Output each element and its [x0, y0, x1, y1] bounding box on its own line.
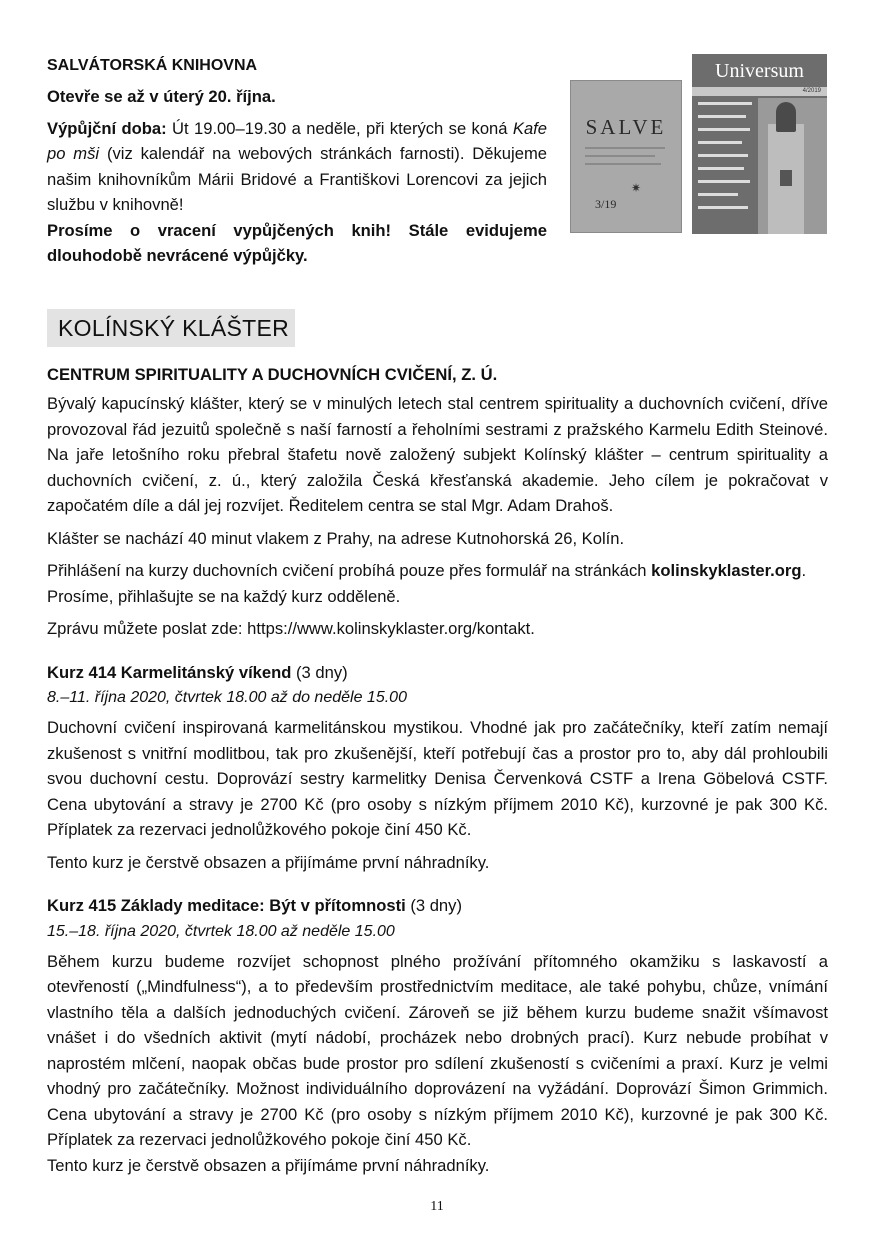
course-note: Tento kurz je čerstvě obsazen a přijímáme první náhradníky. — [47, 852, 490, 872]
church-spire-photo — [776, 102, 796, 132]
salve-cover-image — [570, 80, 682, 233]
hours-text-1: Út 19.00–19.30 a neděle, při kterých se koná — [166, 118, 513, 138]
course-title-line — [47, 893, 828, 919]
course-title: Kurz 415 Základy meditace: Být v přítomnosti — [47, 896, 406, 915]
star-ornament-icon: ✷ — [631, 181, 642, 195]
universum-cover-image — [692, 54, 827, 234]
course-title: Kurz 414 Karmelitánský víkend — [47, 662, 292, 682]
salve-cover-issue: 3/19 — [595, 197, 617, 211]
course-414 — [47, 660, 828, 876]
cover-line — [585, 155, 655, 157]
salve-cover-title: SALVE — [585, 115, 667, 139]
library-reopen: Otevře se až v úterý 20. října. — [47, 87, 276, 106]
section-title: KOLÍNSKÝ KLÁŠTER — [58, 315, 290, 341]
hours-label: Výpůjční doba: — [47, 118, 167, 138]
course-date: 8.–11. října 2020, čtvrtek 18.00 až do neděle 15.00 — [47, 689, 407, 706]
main-content — [47, 362, 828, 1178]
centre-para-3 — [47, 558, 828, 609]
centre-para-1: Bývalý kapucínský klášter, který se v minulých letech stal centrem spirituality a duchovních cvičení, dříve provozoval řád jezuitů společně s naší farností a řeholními sestrami z pražského Karmelu Edith Steinové. Na jaře letošního roku přebral štafetu nově založený subjekt Kolínský klášter – centrum spirituality a duchovních cvičení, z. ú., který založila Česká křesťanská akademie. Jeho cílem je pokračovat v započatém díle a dál jej rozvíjet. Ředitelem centra se stal Mgr. Adam Drahoš. — [47, 394, 828, 515]
course-duration: (3 dny) — [405, 896, 462, 915]
centre-heading: CENTRUM SPIRITUALITY A DUCHOVNÍCH CVIČENÍ, Z. Ú. — [47, 365, 498, 384]
library-notice — [47, 54, 547, 269]
centre-para-4: Zprávu můžete poslat zde: https://www.kolinskyklaster.org/kontakt. — [47, 619, 535, 638]
para3-text-b: . Prosíme, přihlašujte se na každý kurz odděleně. — [47, 561, 807, 606]
para3-text-a: Přihlášení na kurzy duchovních cvičení probíhá pouze přes formulář na stránkách — [47, 561, 652, 580]
course-note: Tento kurz je čerstvě obsazen a přijímáme první náhradníky. — [47, 1155, 490, 1175]
library-hours — [47, 116, 547, 218]
page-number: 11 — [430, 1199, 444, 1214]
registration-link[interactable]: kolinskyklaster.org — [651, 561, 802, 580]
course-title-line — [47, 660, 828, 686]
universum-cover-issue: 4/2019 — [802, 88, 821, 94]
hours-text-2: (viz kalendář na webových stránkách farnosti). Děkujeme našim knihovníkům Márii Bridové a Františkovi Lorencovi za jejich službu v knihovně! — [47, 144, 547, 214]
course-415 — [47, 893, 828, 1178]
cover-line — [585, 147, 665, 149]
library-title: SALVÁTORSKÁ KNIHOVNA — [47, 57, 258, 74]
centre-para-2: Klášter se nachází 40 minut vlakem z Prahy, na adrese Kutnohorská 26, Kolín. — [47, 528, 625, 548]
tower-window — [780, 170, 792, 186]
cover-contents-column — [698, 102, 756, 219]
course-body: Duchovní cvičení inspirovaná karmelitánskou mystikou. Vhodné jak pro začátečníky, kteří zatím nemají zkušenost s vnitřní modlitbou, tak pro zkušenější, kteří potřebují čas a prostor pro to, aby dál prohloubili svou duchovní cestu. Doprovází sestry karmelitky Denisa Červenková CSTF a Irena Göbelová CSTF. Cena ubytování a stravy je 2700 Kč (pro osoby s nízkým příjmem 2010 Kč), kurzovné je pak 300 Kč. Příplatek za rezervaci jednolůžkového pokoje činí 450 Kč. — [47, 718, 828, 839]
universum-cover-title: Universum — [715, 60, 804, 82]
course-date: 15.–18. října 2020, čtvrtek 18.00 až neděle 15.00 — [47, 922, 395, 940]
library-request: Prosíme o vracení vypůjčených knih! Stále evidujeme dlouhodobě nevrácené výpůjčky. — [47, 220, 547, 265]
course-duration: (3 dny) — [291, 662, 348, 682]
hours-italic: Kafe po mši — [47, 118, 548, 163]
cover-line — [585, 163, 661, 165]
course-body: Během kurzu budeme rozvíjet schopnost plného prožívání přítomného okamžiku s laskavostí a otevřeností („Mindfulness“), a to především prostřednictvím meditace, ale také pohybu, chůze, vnímání vlastního těla a dalších jednoduchých cvičení. Zároveň se již během kurzu budeme snažit všímavost vnášet i do všedních aktivit (mytí nádobí, procházek nebo drobných prací). Kurz nebude probíhat v naprostém mlčení, naopak občas bude prostor pro sdílení zkušeností s cvičeními a praxí. Kurz je velmi vhodný pro začátečníky. Možnost individuálního doprovázení na vyžádání. Doprovází Šimon Grimmich. Cena ubytování a stravy je 2700 Kč (pro osoby s nízkým příjmem 2010 Kč), kurzovné je pak 300 Kč. Příplatek za rezervaci jednolůžkového pokoje činí 450 Kč. — [47, 951, 828, 1149]
